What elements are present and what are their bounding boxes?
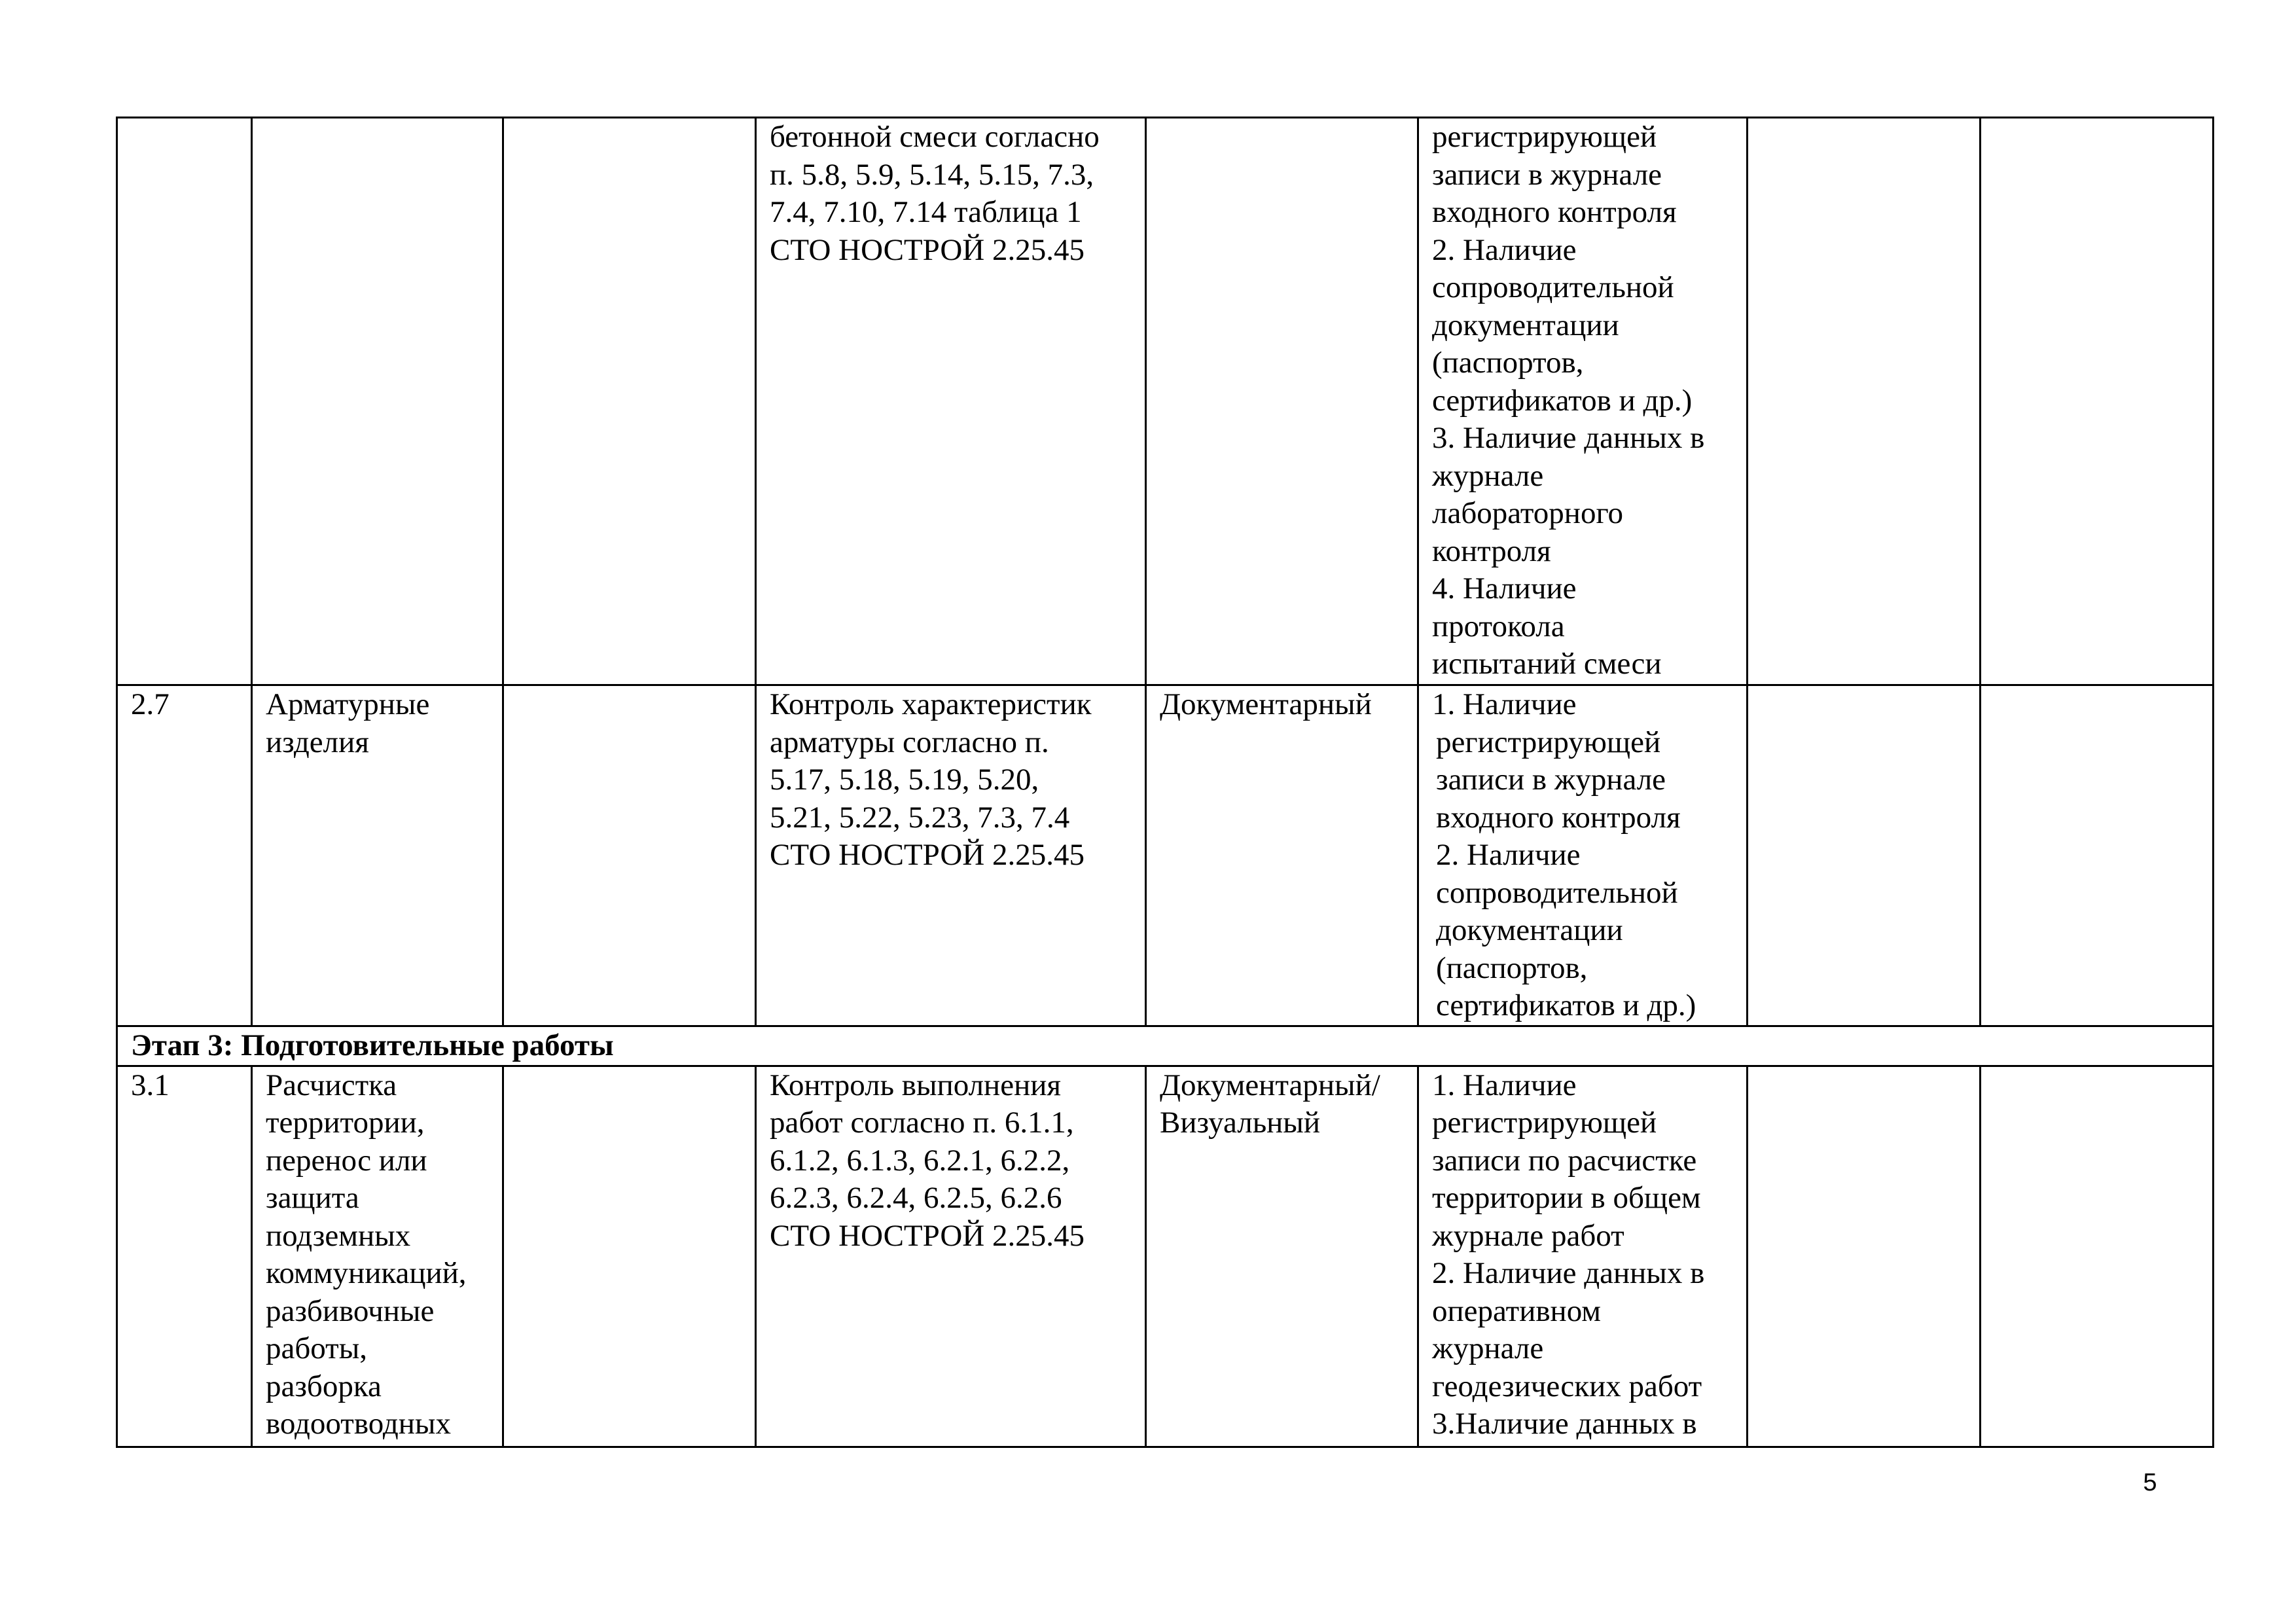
text-line: регистрирующей [1432,120,1657,154]
cell-empty [1981,685,2214,1026]
text-line: лабораторного [1432,496,1624,530]
text-line: 7.4, 7.10, 7.14 таблица 1 [770,195,1082,229]
text-line: разборка [266,1369,382,1403]
cell-control-content [756,685,1146,1026]
text-line: арматуры согласно п. [770,725,1049,759]
text-line: разбивочные [266,1293,435,1328]
page-number: 5 [2143,1469,2157,1496]
text-line: документации [1436,913,1623,947]
cell-documentation [1418,1066,1748,1447]
cell-object [252,685,503,1026]
text-line: 6.2.3, 6.2.4, 6.2.5, 6.2.6 [770,1181,1062,1215]
text-line: перенос или [266,1143,427,1178]
text-line: работы, [266,1331,368,1365]
text-line: 2. Наличие [1436,838,1581,872]
table-row-3-1 [117,1066,2214,1447]
cell-object [252,1066,503,1447]
cell-control-content [756,1066,1146,1447]
text-line: 3. Наличие данных в [1432,421,1705,455]
text-line: сопроводительной [1432,270,1674,304]
cell-blank [503,685,756,1026]
text-line: Расчистка [266,1068,397,1102]
text-line: записи в журнале [1436,763,1666,797]
text-line: входного контроля [1432,195,1677,229]
text-line: водоотводных [266,1407,452,1441]
text-line: 5.17, 5.18, 5.19, 5.20, [770,763,1039,797]
cell-number: 3.1 [117,1066,252,1447]
cell-empty [1748,118,1981,685]
text-line: журнале [1432,458,1544,493]
text-line: документации [1432,308,1619,342]
cell-empty [1748,1066,1981,1447]
text-line: 1. Наличие [1432,1068,1577,1102]
text-line: 1. Наличие [1432,687,1577,721]
cell-object [252,118,503,685]
text-line: СТО НОСТРОЙ 2.25.45 [770,232,1085,267]
text-line: испытаний смеси [1432,647,1662,681]
cell-control-method: Документарный [1146,685,1418,1026]
text-line: коммуникаций, [266,1256,467,1290]
text-line: 4. Наличие [1432,571,1577,605]
control-table [116,117,2214,1448]
cell-control-content [756,118,1146,685]
cell-documentation [1418,118,1748,685]
cell-control-method [1146,1066,1418,1447]
text-line: геодезических работ [1432,1369,1702,1403]
text-line: записи по расчистке [1432,1143,1697,1178]
text-line: оперативном [1432,1293,1602,1328]
text-line: сертификатов и др.) [1436,988,1696,1022]
text-line: 3.Наличие данных в [1432,1407,1697,1441]
text-line: (паспортов, [1432,346,1584,380]
cell-blank [503,118,756,685]
text-line: СТО НОСТРОЙ 2.25.45 [770,1218,1085,1253]
text-line: территории в общем [1432,1181,1701,1215]
text-line: сопроводительной [1436,875,1678,910]
text-line: 2. Наличие [1432,232,1577,267]
text-line: сертификатов и др.) [1432,383,1693,418]
text-line: контроля [1432,533,1551,568]
text-line: Документарный/ [1160,1068,1380,1102]
cell-blank [503,1066,756,1447]
text-line: (паспортов, [1436,950,1588,985]
cell-number: 2.7 [117,685,252,1026]
text-line: 6.1.2, 6.1.3, 6.2.1, 6.2.2, [770,1143,1070,1178]
text-line: Визуальный [1160,1106,1321,1140]
cell-empty [1981,118,2214,685]
text-line: 2. Наличие данных в [1432,1256,1705,1290]
text-line: Арматурные [266,687,430,721]
text-line: п. 5.8, 5.9, 5.14, 5.15, 7.3, [770,157,1094,192]
cell-empty [1748,685,1981,1026]
text-line: регистрирующей [1436,725,1661,759]
table-row-2-7 [117,685,2214,1026]
text-line: изделия [266,725,369,759]
stage-header-row [117,1026,2214,1066]
text-line: входного контроля [1436,800,1681,835]
cell-number [117,118,252,685]
text-line: работ согласно п. 6.1.1, [770,1106,1074,1140]
text-line: Контроль характеристик [770,687,1092,721]
text-line: журнале работ [1432,1218,1624,1253]
cell-control-method [1146,118,1418,685]
text-line: подземных [266,1218,411,1253]
text-line: бетонной смеси согласно [770,120,1100,154]
stage-title: Этап 3: Подготовительные работы [117,1026,2214,1066]
text-line: записи в журнале [1432,157,1662,192]
cell-empty [1981,1066,2214,1447]
table-row-continuation [117,118,2214,685]
text-line: 5.21, 5.22, 5.23, 7.3, 7.4 [770,800,1070,835]
text-line: СТО НОСТРОЙ 2.25.45 [770,838,1085,872]
text-line: территории, [266,1106,425,1140]
text-line: Контроль выполнения [770,1068,1061,1102]
text-line: журнале [1432,1331,1544,1365]
cell-documentation [1418,685,1748,1026]
text-line: протокола [1432,609,1565,643]
text-line: регистрирующей [1432,1106,1657,1140]
text-line: защита [266,1181,359,1215]
